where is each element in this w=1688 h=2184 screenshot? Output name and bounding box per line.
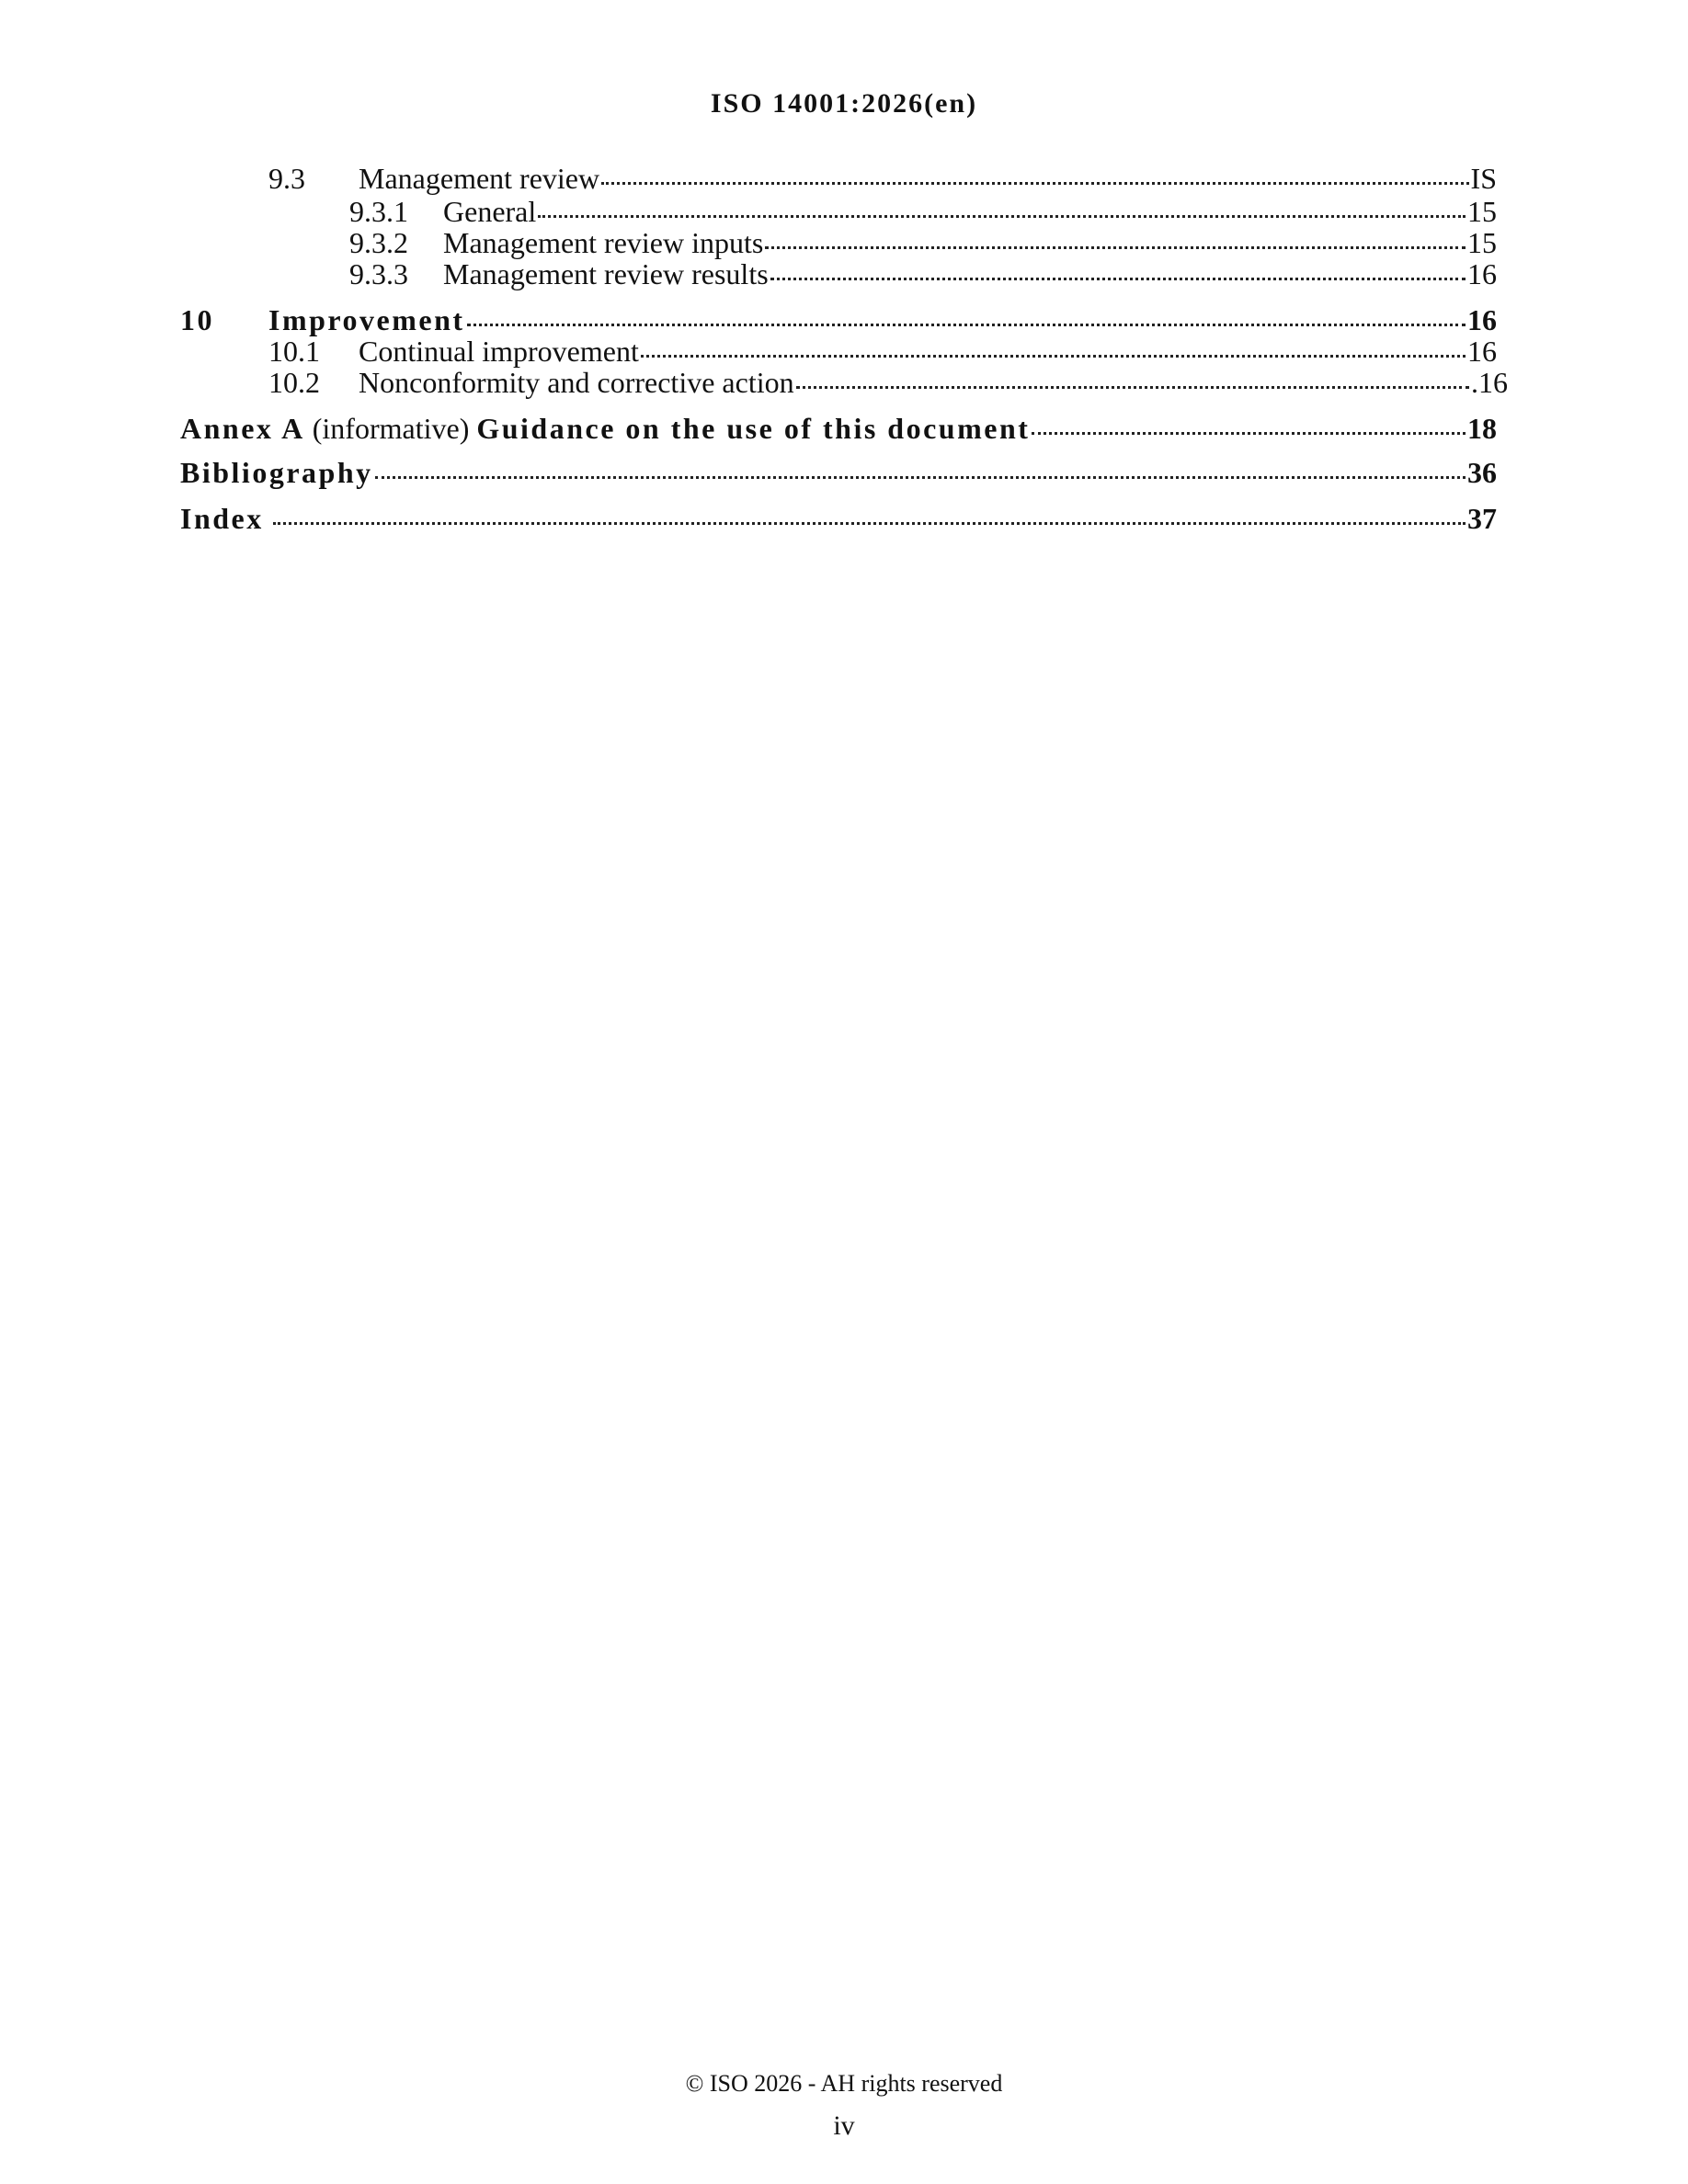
toc-title: Continual improvement bbox=[359, 335, 639, 368]
toc-page: 37 bbox=[1467, 502, 1497, 535]
toc-page: 15 bbox=[1467, 195, 1497, 228]
toc-entry-annex-a[interactable] bbox=[180, 412, 1497, 445]
toc-number: 9.3 bbox=[268, 162, 305, 195]
toc-page: 16 bbox=[1467, 335, 1497, 368]
toc-entry-9-3-3[interactable] bbox=[349, 257, 1497, 290]
toc-leader bbox=[1032, 432, 1466, 435]
toc-leader bbox=[601, 182, 1468, 185]
toc-number: 10.2 bbox=[268, 366, 320, 399]
toc-page: IS bbox=[1470, 162, 1497, 195]
toc-entry-bibliography[interactable] bbox=[180, 456, 1497, 489]
toc-title: Nonconformity and corrective action bbox=[359, 366, 794, 399]
toc-page: 16 bbox=[1467, 303, 1497, 336]
toc-page: 36 bbox=[1467, 456, 1497, 489]
toc-leader bbox=[538, 215, 1466, 218]
page-number: iv bbox=[833, 2110, 855, 2141]
toc-entry-10[interactable] bbox=[180, 303, 1497, 336]
copyright-notice: © ISO 2026 - AH rights reserved bbox=[685, 2070, 1003, 2097]
toc-annex-prefix: Annex A bbox=[180, 412, 305, 445]
toc-number: 9.3.3 bbox=[349, 257, 408, 290]
toc-leader bbox=[796, 386, 1469, 389]
toc-entry-10-2[interactable] bbox=[268, 366, 1508, 399]
toc-leader bbox=[641, 355, 1466, 358]
toc-title: Improvement bbox=[268, 303, 465, 336]
toc-title: Guidance on the use of this document bbox=[476, 412, 1031, 445]
toc-leader bbox=[273, 522, 1466, 525]
toc-title: Management review results bbox=[443, 257, 769, 290]
toc-leader bbox=[375, 476, 1466, 479]
toc-title: Management review bbox=[359, 162, 600, 195]
toc-entry-9-3-2[interactable] bbox=[349, 226, 1497, 259]
toc-number: 9.3.2 bbox=[349, 226, 408, 259]
toc-entry-9-3[interactable] bbox=[268, 162, 1497, 195]
toc-page: 16 bbox=[1467, 257, 1497, 290]
document-header: ISO 14001:2026(en) bbox=[710, 88, 978, 119]
toc-page: 18 bbox=[1467, 412, 1497, 445]
toc-title: Management review inputs bbox=[443, 226, 764, 259]
toc-number: 9.3.1 bbox=[349, 195, 408, 228]
toc-leader bbox=[765, 246, 1466, 249]
toc-number: 10.1 bbox=[268, 335, 320, 368]
toc-annex-note: (informative) bbox=[312, 412, 470, 445]
toc-title: Bibliography bbox=[180, 456, 373, 489]
toc-entry-10-1[interactable] bbox=[268, 335, 1497, 368]
toc-entry-9-3-1[interactable] bbox=[349, 195, 1497, 228]
toc-page: .16 bbox=[1471, 366, 1508, 399]
toc-title: General bbox=[443, 195, 537, 228]
toc-page: 15 bbox=[1467, 226, 1497, 259]
toc-entry-index[interactable] bbox=[180, 502, 1497, 535]
toc-title: Index bbox=[180, 502, 264, 535]
toc-number: 10 bbox=[180, 303, 214, 336]
toc-leader bbox=[770, 278, 1466, 280]
toc-leader bbox=[467, 324, 1466, 326]
